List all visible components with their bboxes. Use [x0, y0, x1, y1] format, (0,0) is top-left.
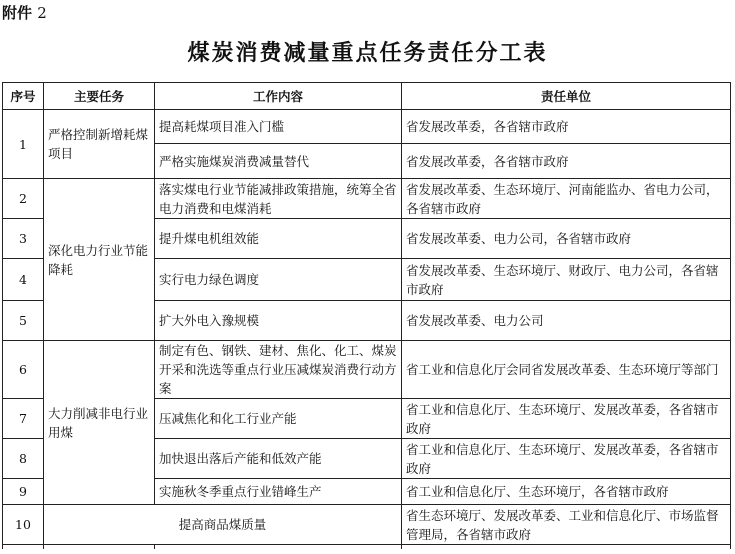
seq-cell: 9 [3, 479, 44, 505]
content-cell: 实施秋冬季重点行业错峰生产 [155, 479, 402, 505]
unit-cell: 省工业和信息化厅、生态环境厅，各省辖市政府 [402, 479, 731, 505]
column-header-task: 主要任务 [44, 83, 155, 110]
cutoff-cell [402, 545, 731, 550]
seq-cell: 4 [3, 259, 44, 301]
cutoff-cell [155, 545, 402, 550]
content-cell: 提高商品煤质量 [44, 505, 402, 545]
content-cell: 提高耗煤项目准入门槛 [155, 110, 402, 144]
seq-cell: 6 [3, 341, 44, 399]
content-cell: 严格实施煤炭消费减量替代 [155, 144, 402, 179]
table-row [3, 505, 731, 545]
content-cell: 实行电力绿色调度 [155, 259, 402, 301]
seq-cell: 3 [3, 219, 44, 259]
seq-cell: 5 [3, 301, 44, 341]
seq-cell: 1 [3, 110, 44, 179]
table-row [3, 179, 731, 219]
responsibility-table [2, 82, 731, 549]
content-cell: 提升煤电机组效能 [155, 219, 402, 259]
column-header-unit: 责任单位 [402, 83, 731, 110]
table-header-row [3, 83, 731, 110]
column-header-seq: 序号 [3, 83, 44, 110]
attachment-number: 2 [37, 4, 47, 22]
seq-cell: 2 [3, 179, 44, 219]
column-header-content: 工作内容 [155, 83, 402, 110]
table-row-cutoff [3, 545, 731, 550]
main-task-cell: 严格控制新增耗煤项目 [44, 110, 155, 179]
main-task-cell: 深化电力行业节能降耗 [44, 179, 155, 341]
content-cell: 扩大外电入豫规模 [155, 301, 402, 341]
seq-cell: 8 [3, 439, 44, 479]
unit-cell: 省工业和信息化厅会同省发展改革委、生态环境厅等部门 [402, 341, 731, 399]
seq-cell: 10 [3, 505, 44, 545]
unit-cell: 省发展改革委、生态环境厅、河南能监办、省电力公司，各省辖市政府 [402, 179, 731, 219]
seq-cell: 7 [3, 399, 44, 439]
unit-cell: 省发展改革委，各省辖市政府 [402, 110, 731, 144]
attachment-text: 附件 [2, 4, 33, 22]
table-row [3, 110, 731, 144]
cutoff-cell [44, 545, 155, 550]
main-task-cell: 大力削减非电行业用煤 [44, 341, 155, 505]
unit-cell: 省发展改革委、电力公司 [402, 301, 731, 341]
unit-cell: 省工业和信息化厅、生态环境厅、发展改革委，各省辖市政府 [402, 439, 731, 479]
unit-cell: 省工业和信息化厅、生态环境厅、发展改革委，各省辖市政府 [402, 399, 731, 439]
content-cell: 制定有色、钢铁、建材、焦化、化工、煤炭开采和洗选等重点行业压减煤炭消费行动方案 [155, 341, 402, 399]
content-cell: 落实煤电行业节能减排政策措施，统筹全省电力消费和电煤消耗 [155, 179, 402, 219]
cutoff-cell [3, 545, 44, 550]
page-title: 煤炭消费减量重点任务责任分工表 [187, 40, 548, 66]
content-cell: 压减焦化和化工行业产能 [155, 399, 402, 439]
content-cell: 加快退出落后产能和低效产能 [155, 439, 402, 479]
unit-cell: 省发展改革委、生态环境厅、财政厅、电力公司，各省辖市政府 [402, 259, 731, 301]
unit-cell: 省发展改革委、电力公司，各省辖市政府 [402, 219, 731, 259]
unit-cell: 省生态环境厅、发展改革委、工业和信息化厅、市场监督管理局，各省辖市政府 [402, 505, 731, 545]
unit-cell: 省发展改革委，各省辖市政府 [402, 144, 731, 179]
attachment-label [2, 2, 47, 23]
table-row [3, 341, 731, 399]
